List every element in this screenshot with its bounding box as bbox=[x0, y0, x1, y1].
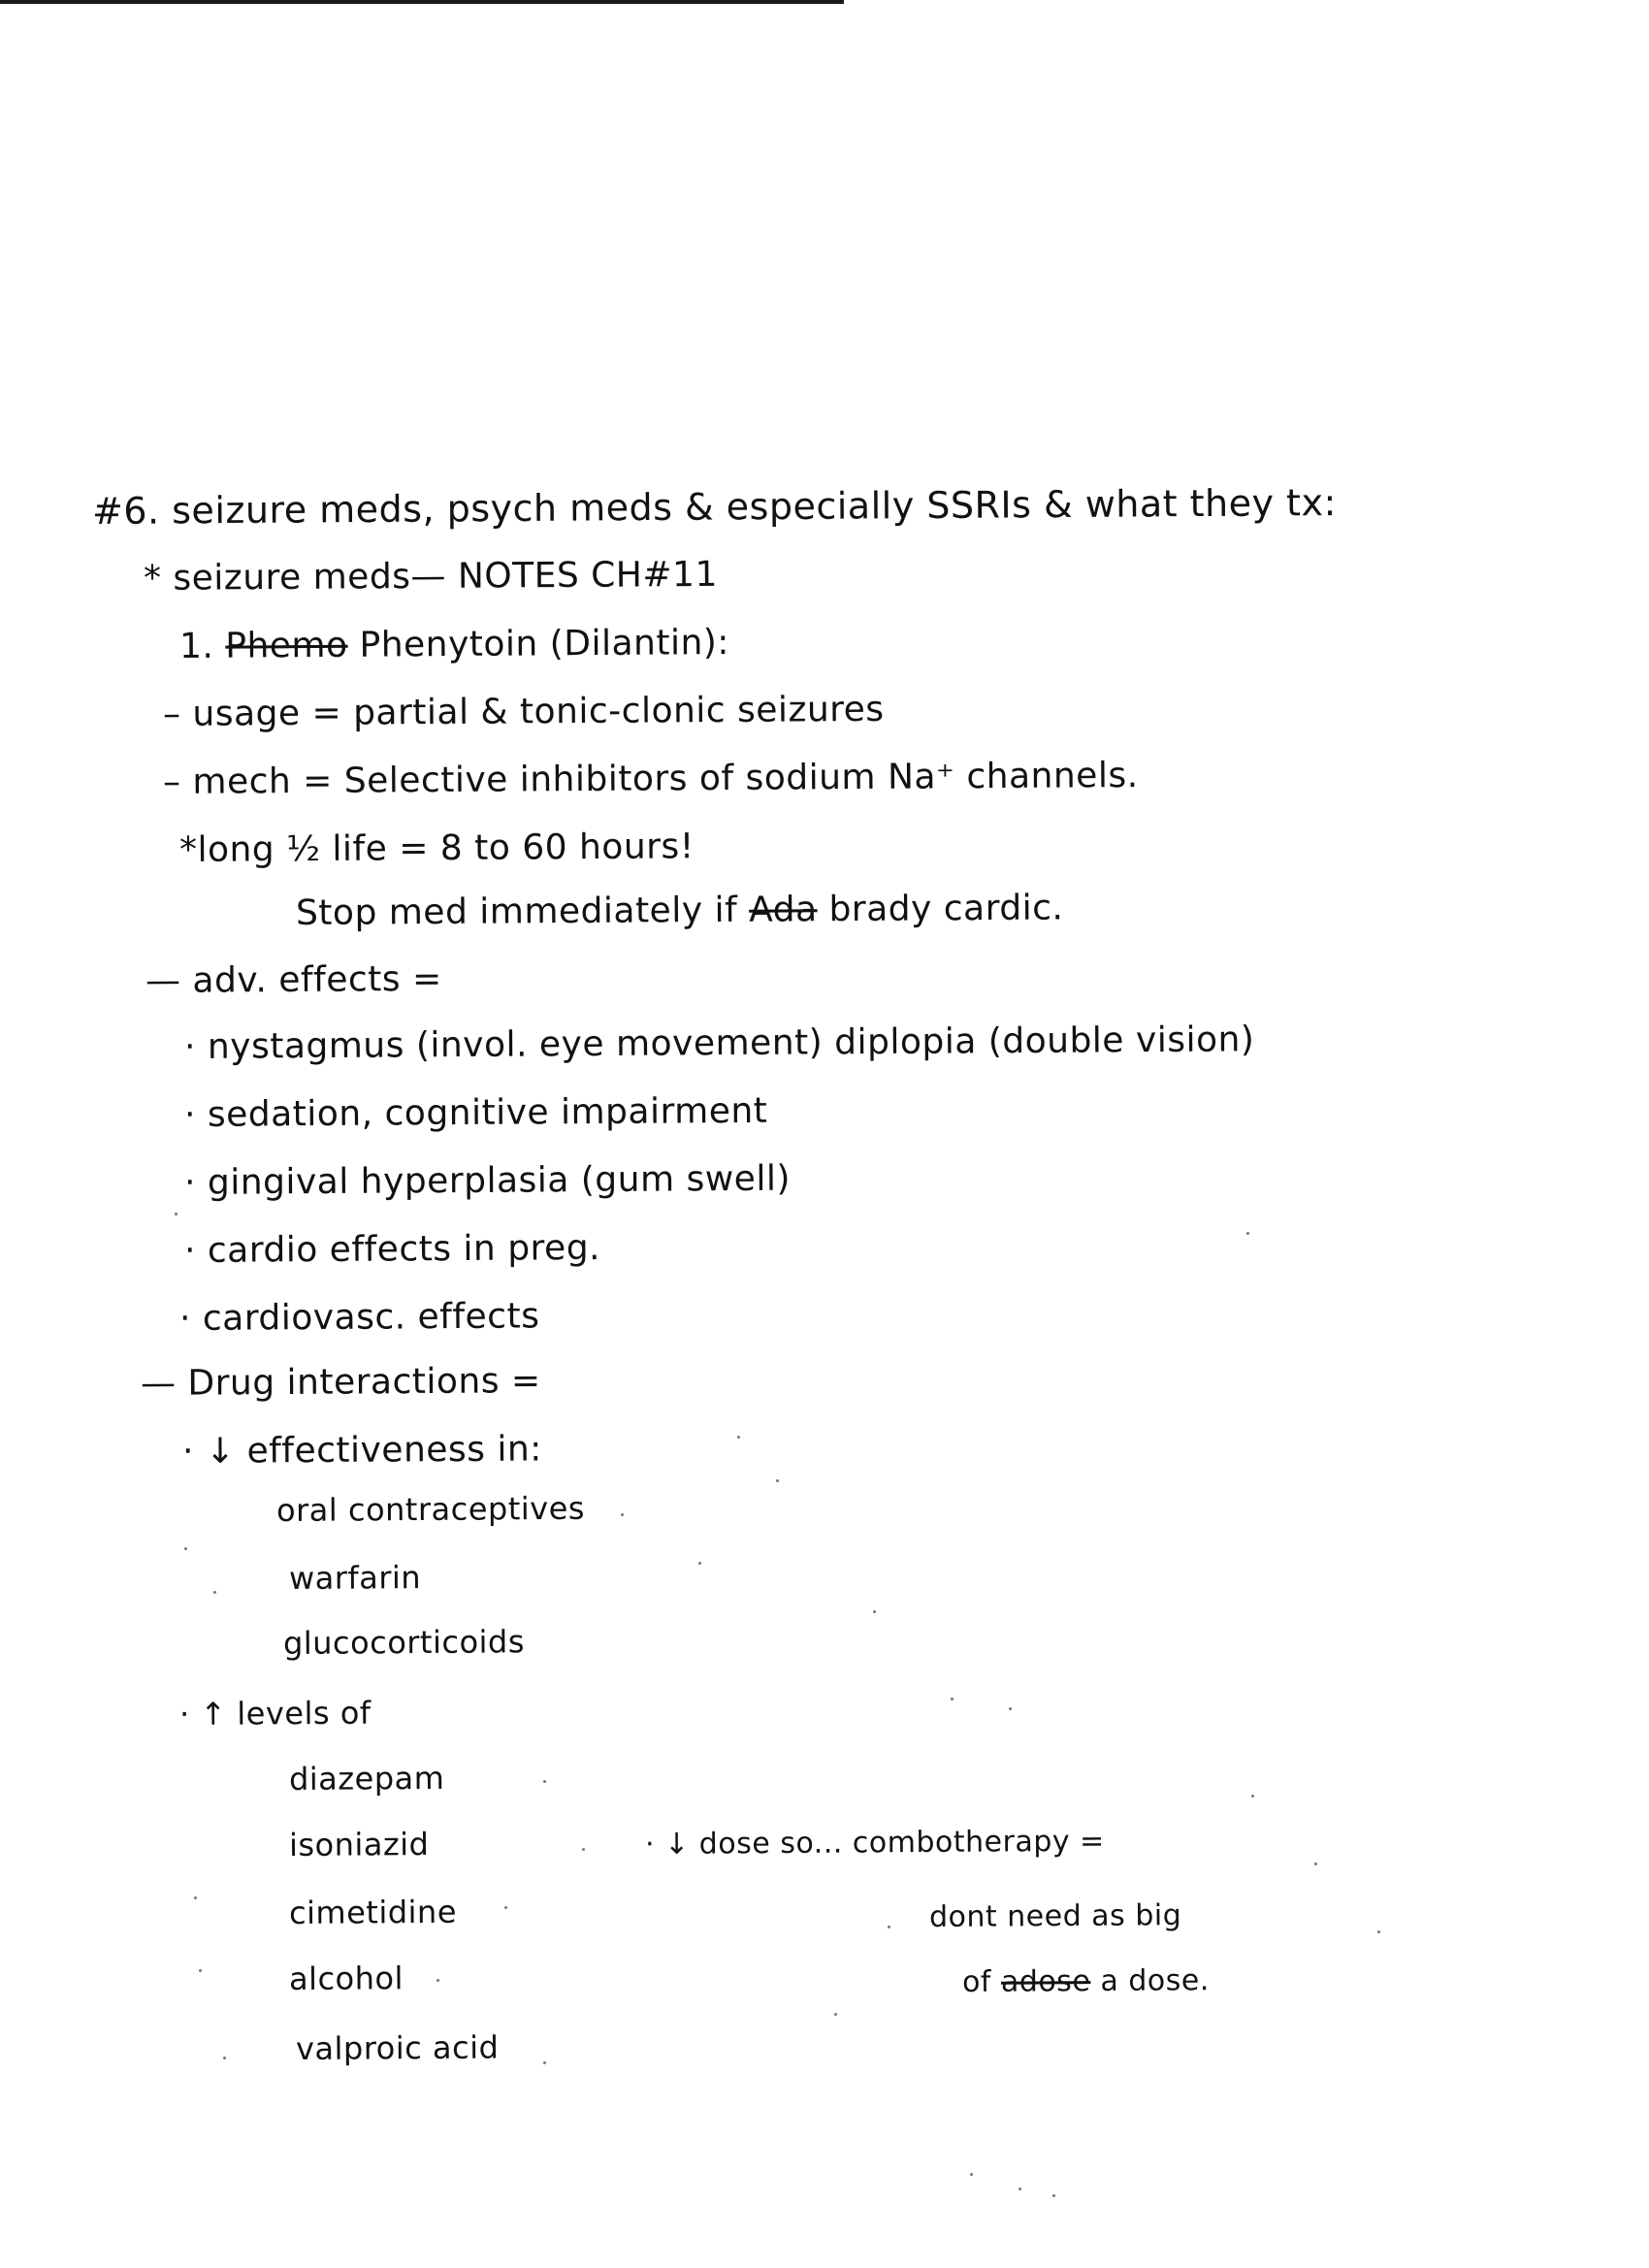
scan-speck bbox=[543, 2061, 546, 2064]
stop-med-line bbox=[296, 887, 1064, 935]
scan-speck bbox=[184, 1547, 187, 1550]
increase-header: · ↑ levels of bbox=[178, 1694, 372, 1733]
adverse-item: · sedation, cognitive impairment bbox=[183, 1090, 768, 1135]
increase-item: valproic acid bbox=[295, 2028, 500, 2067]
stop-med-struck: Ada bbox=[748, 890, 818, 930]
drug-title-text: Phenytoin (Dilantin): bbox=[359, 623, 730, 665]
adverse-item: · cardio effects in preg. bbox=[183, 1228, 601, 1271]
drug-title bbox=[179, 622, 729, 668]
scan-speck bbox=[543, 1780, 546, 1783]
scan-speck bbox=[621, 1513, 624, 1516]
scan-speck bbox=[776, 1479, 779, 1482]
adverse-item: · cardiovasc. effects bbox=[178, 1296, 540, 1339]
scan-speck bbox=[1246, 1232, 1249, 1235]
scan-speck bbox=[970, 2173, 973, 2176]
section-title: * seizure meds— NOTES CH#11 bbox=[143, 554, 719, 599]
adverse-item: · gingival hyperplasia (gum swell) bbox=[183, 1158, 792, 1203]
scan-speck bbox=[199, 1969, 202, 1972]
side-note-suffix: a dose. bbox=[1100, 1963, 1210, 1999]
adverse-effects-header: — adv. effects = bbox=[145, 958, 442, 1001]
increase-item: diazepam bbox=[288, 1759, 445, 1798]
scan-speck bbox=[223, 2057, 226, 2059]
scan-speck bbox=[1018, 2187, 1021, 2190]
mechanism-line: – mech = Selective inhibitors of sodium Na⁺ channels. bbox=[162, 755, 1139, 802]
scan-speck bbox=[194, 1896, 197, 1899]
stop-med-prefix: Stop med immediately if bbox=[295, 890, 738, 933]
decrease-item: oral contraceptives bbox=[275, 1489, 586, 1529]
half-life-line: *long ½ life = 8 to 60 hours! bbox=[178, 826, 695, 870]
scan-speck bbox=[1052, 2194, 1055, 2197]
increase-item: alcohol bbox=[288, 1960, 404, 1997]
side-note-prefix: of bbox=[961, 1964, 992, 1999]
interactions-header: — Drug interactions = bbox=[140, 1361, 541, 1404]
adverse-item: · nystagmus (invol. eye movement) diplopia (double vision) bbox=[183, 1020, 1255, 1067]
scan-speck bbox=[888, 1926, 890, 1928]
side-note-struck: adose bbox=[1000, 1964, 1091, 1999]
scan-speck bbox=[737, 1436, 740, 1439]
scan-speck bbox=[1377, 1930, 1380, 1933]
drug-title-struck: Phemo bbox=[225, 625, 348, 666]
scan-speck bbox=[1009, 1707, 1012, 1710]
scan-speck bbox=[951, 1698, 954, 1701]
decrease-header: · ↓ effectiveness in: bbox=[181, 1429, 543, 1472]
scan-top-edge bbox=[0, 0, 844, 4]
note-heading: #6. seizure meds, psych meds & especially SSRIs & what they tx: bbox=[91, 481, 1337, 533]
drug-title-number: 1. bbox=[178, 626, 214, 666]
decrease-item: glucocorticoids bbox=[282, 1623, 526, 1662]
scan-speck bbox=[1314, 1863, 1317, 1865]
scan-speck bbox=[504, 1906, 507, 1909]
scan-speck bbox=[213, 1591, 216, 1594]
scan-speck bbox=[834, 2013, 837, 2016]
increase-item: isoniazid bbox=[288, 1825, 430, 1863]
stop-med-suffix: brady cardic. bbox=[828, 888, 1064, 930]
side-note-dose: · ↓ dose so... combotherapy = bbox=[644, 1824, 1105, 1862]
scan-speck bbox=[1251, 1795, 1254, 1798]
side-note-size: dont need as big bbox=[928, 1898, 1182, 1934]
side-note-dose-2 bbox=[962, 1960, 1210, 2004]
scan-speck bbox=[175, 1213, 178, 1215]
usage-line: – usage = partial & tonic-clonic seizures bbox=[162, 689, 885, 734]
scan-speck bbox=[436, 1979, 439, 1982]
scan-speck bbox=[873, 1610, 876, 1613]
scan-speck bbox=[698, 1562, 701, 1565]
increase-item: cimetidine bbox=[288, 1893, 458, 1931]
decrease-item: warfarin bbox=[288, 1559, 422, 1597]
scan-speck bbox=[582, 1848, 585, 1851]
